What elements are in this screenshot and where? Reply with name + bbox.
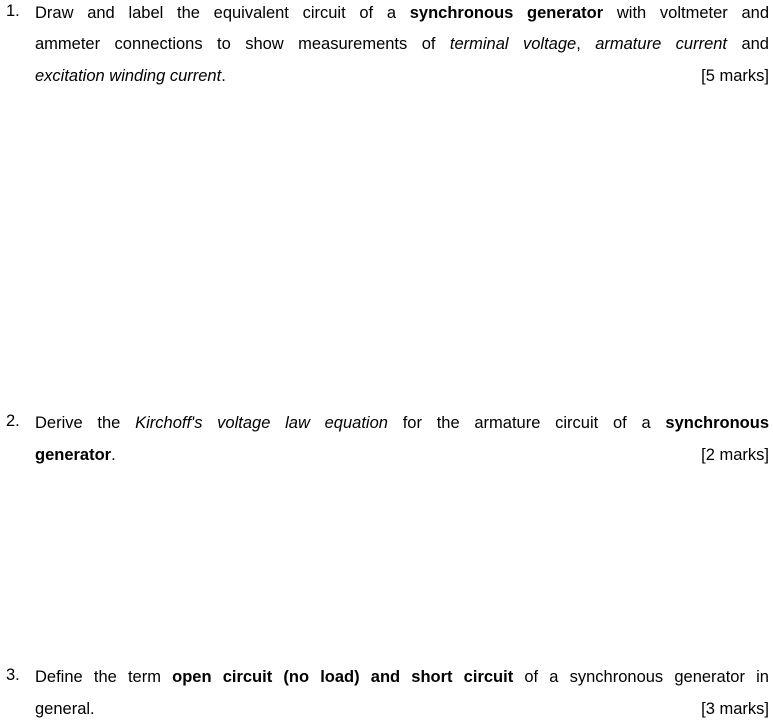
question-2-line-1-text-a: Derive the <box>35 414 136 432</box>
question-3-keyword-open-short-circuit: open circuit (no load) and short circuit <box>172 668 514 686</box>
question-2-line-2-period: . <box>111 446 116 464</box>
question-2-number: 2. <box>6 412 20 430</box>
question-1-term-terminal-voltage: terminal voltage <box>449 35 577 53</box>
question-1-line-1 <box>35 2 769 24</box>
question-1-number: 1. <box>6 2 20 20</box>
question-1-term-armature-current: armature current <box>595 35 728 53</box>
question-2-keyword-generator: generator <box>35 446 112 464</box>
question-1-line-2-text-a: ammeter connections to show measurements of <box>35 35 450 53</box>
question-3-line-1-text-c: of a synchronous generator in <box>513 668 769 686</box>
question-1-marks: [5 marks] <box>701 67 769 85</box>
question-2-line-2 <box>35 444 769 466</box>
question-3-number: 3. <box>6 666 20 684</box>
question-3-line-1-text-a: Define the term <box>35 668 173 686</box>
question-2-keyword-synchronous: synchronous <box>665 414 769 432</box>
question-3-line-2 <box>35 698 769 720</box>
question-1-term-excitation-winding-current: excitation winding current <box>35 67 222 85</box>
question-1-line-2-text-e: and <box>727 35 769 53</box>
question-1-line-3-period: . <box>221 67 226 85</box>
question-1-line-2-sep: , <box>576 35 596 53</box>
question-1-line-3 <box>35 65 769 87</box>
question-2-line-1 <box>35 412 769 434</box>
question-1-line-1-text-a: Draw and label the equivalent circuit of a <box>35 4 410 22</box>
question-3-line-2-text-a: general. <box>35 700 95 718</box>
question-2-line-1-text-c: for the armature circuit of a <box>387 414 666 432</box>
question-1-line-2 <box>35 33 769 55</box>
question-2-marks: [2 marks] <box>701 446 769 464</box>
question-3-line-1 <box>35 666 769 688</box>
question-3-marks: [3 marks] <box>701 700 769 718</box>
question-1-line-1-text-c: with voltmeter and <box>603 4 769 22</box>
question-1-keyword-synchronous-generator: synchronous generator <box>409 4 604 22</box>
question-2-term-kvl-equation: Kirchoff's voltage law equation <box>135 414 388 432</box>
